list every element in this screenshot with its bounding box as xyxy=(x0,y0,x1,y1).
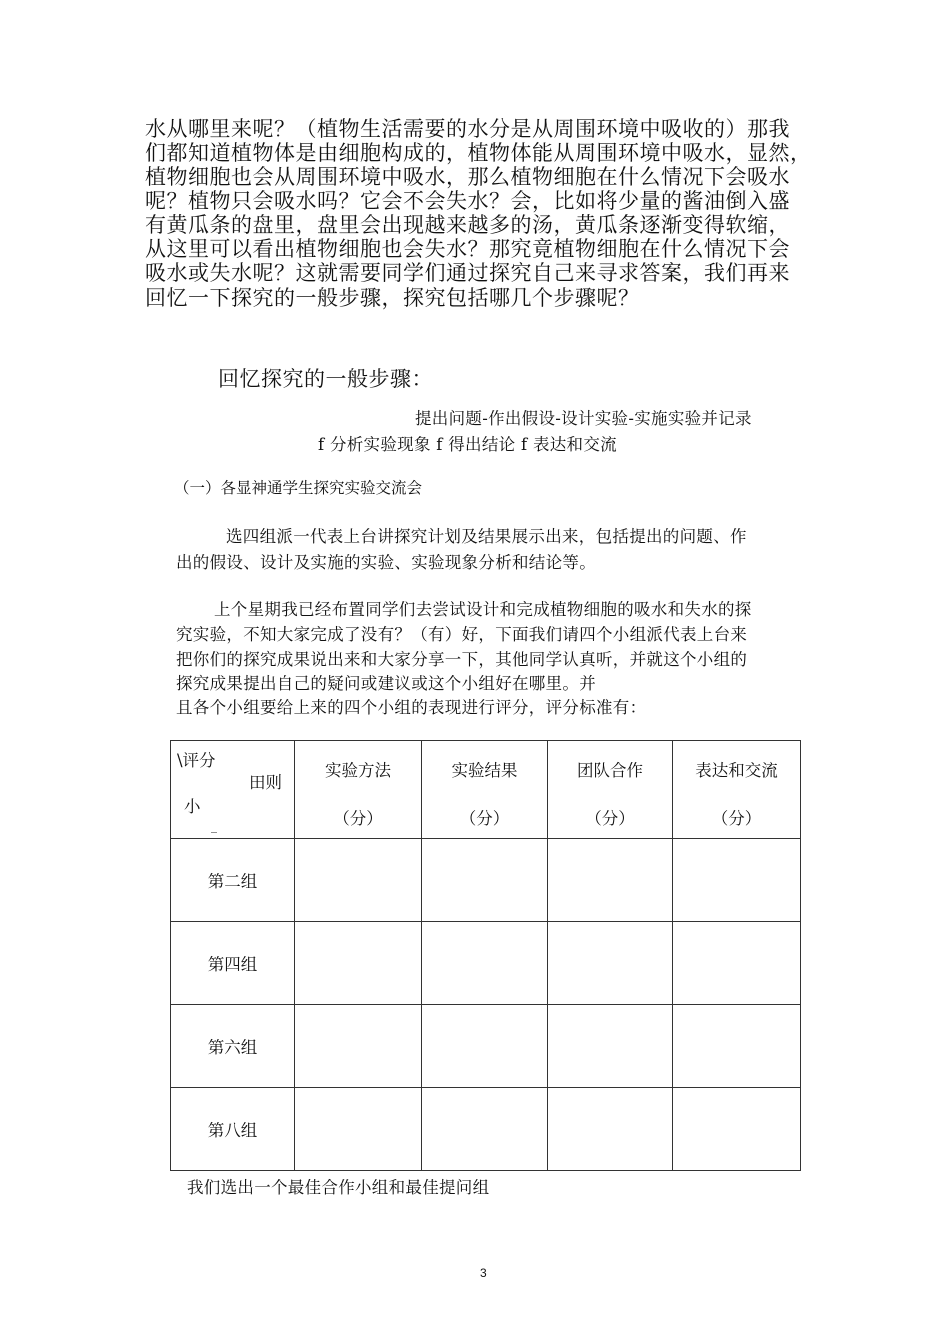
intro-line: 从这里可以看出植物细胞也会失水？那究竟植物细胞在什么情况下会 xyxy=(145,237,790,261)
column-header: 实验方法 （分） xyxy=(295,741,422,839)
column-header: 团队合作 （分） xyxy=(548,741,673,839)
table-row xyxy=(171,1005,801,1088)
scoring-table xyxy=(170,740,801,1171)
score-cell[interactable] xyxy=(673,922,801,1005)
corner-bottom-mark: _ xyxy=(211,819,217,833)
corner-cell xyxy=(171,741,295,839)
intro-line: 呢？植物只会吸水吗？它会不会失水？会，比如将少量的酱油倒入盛 xyxy=(145,189,790,213)
score-cell[interactable] xyxy=(422,1088,548,1171)
score-cell[interactable] xyxy=(422,922,548,1005)
row-label: 第四组 xyxy=(171,922,295,1005)
para1-line: 出的假设、设计及实施的实验、实验现象分析和结论等。 xyxy=(176,553,596,572)
intro-line: 吸水或失水呢？这就需要同学们通过探究自己来寻求答案，我们再来 xyxy=(145,261,790,285)
corner-left-label: 小 xyxy=(184,797,201,816)
para2-line: 把你们的探究成果说出来和大家分享一下，其他同学认真听，并就这个小组的 xyxy=(176,650,748,669)
corner-top-label: \评分 xyxy=(177,751,216,770)
para2-line: 且各个小组要给上来的四个小组的表现进行评分，评分标准有： xyxy=(176,698,647,717)
score-cell[interactable] xyxy=(295,1005,422,1088)
score-cell[interactable] xyxy=(548,1005,673,1088)
intro-line: 们都知道植物体是由细胞构成的，植物体能从周围环境中吸水，显然， xyxy=(145,141,812,165)
score-cell[interactable] xyxy=(673,1005,801,1088)
intro-line: 水从哪里来呢？（植物生活需要的水分是从周围环境中吸收的）那我 xyxy=(145,117,790,141)
para1-line: 选四组派一代表上台讲探究计划及结果展示出来，包括提出的问题、作 xyxy=(226,527,747,546)
score-cell[interactable] xyxy=(422,839,548,922)
closing-sentence: 我们选出一个最佳合作小组和最佳提问组 xyxy=(187,1178,490,1197)
steps-line-1: 提出问题-作出假设-设计实验-实施实验并记录 xyxy=(415,409,752,428)
score-cell[interactable] xyxy=(295,1088,422,1171)
row-label: 第二组 xyxy=(171,839,295,922)
para2-line: 上个星期我已经布置同学们去尝试设计和完成植物细胞的吸水和失水的探 xyxy=(214,600,752,619)
score-cell[interactable] xyxy=(295,839,422,922)
row-label: 第六组 xyxy=(171,1005,295,1088)
table-row xyxy=(171,1088,801,1171)
table-row xyxy=(171,839,801,922)
page-number: 3 xyxy=(480,1266,487,1280)
score-cell[interactable] xyxy=(422,1005,548,1088)
score-cell[interactable] xyxy=(673,839,801,922)
column-header: 表达和交流 （分） xyxy=(673,741,801,839)
table-header-row xyxy=(171,741,801,839)
section-heading: （一）各显神通学生探究实验交流会 xyxy=(174,479,423,497)
intro-line: 有黄瓜条的盘里，盘里会出现越来越多的汤，黄瓜条逐渐变得软缩， xyxy=(145,213,790,237)
para2-line: 究实验，不知大家完成了没有？（有）好，下面我们请四个小组派代表上台来 xyxy=(176,625,748,644)
intro-line: 植物细胞也会从周围环境中吸水，那么植物细胞在什么情况下会吸水 xyxy=(145,165,790,189)
steps-line-2: f 分析实验现象 f 得出结论 f 表达和交流 xyxy=(318,435,617,454)
score-cell[interactable] xyxy=(548,1088,673,1171)
column-header: 实验结果 （分） xyxy=(422,741,548,839)
para2-line: 探究成果提出自己的疑问或建议或这个小组好在哪里。并 xyxy=(176,674,596,693)
score-cell[interactable] xyxy=(673,1088,801,1171)
corner-right-label: 田则 xyxy=(249,773,282,792)
score-cell[interactable] xyxy=(548,839,673,922)
row-label: 第八组 xyxy=(171,1088,295,1171)
score-cell[interactable] xyxy=(295,922,422,1005)
intro-line: 回忆一下探究的一般步骤，探究包括哪几个步骤呢？ xyxy=(145,286,640,310)
recall-heading: 回忆探究的一般步骤： xyxy=(218,367,433,391)
score-cell[interactable] xyxy=(548,922,673,1005)
table-row xyxy=(171,922,801,1005)
